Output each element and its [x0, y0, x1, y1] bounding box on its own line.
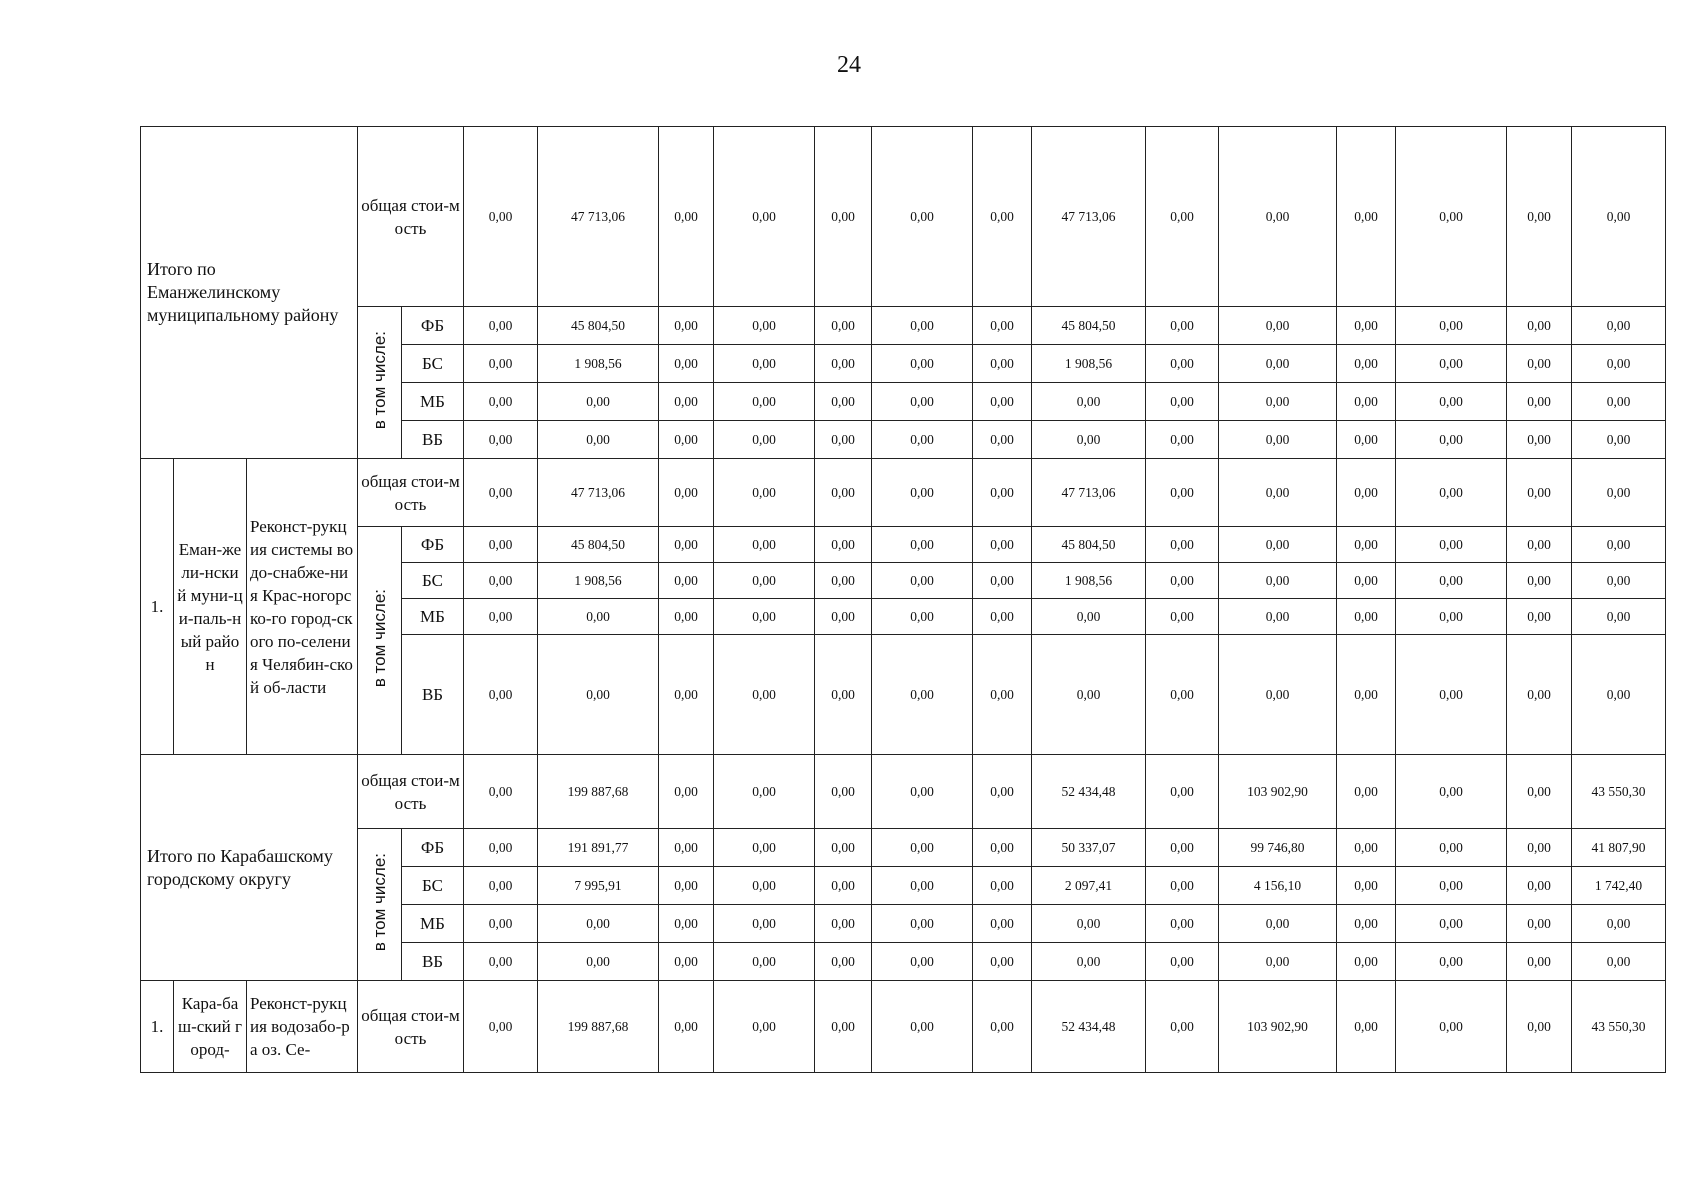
- value-cell: 0,00: [1146, 421, 1219, 459]
- value-cell: 0,00: [1337, 383, 1396, 421]
- value-cell: 103 902,90: [1219, 755, 1337, 829]
- value-cell: 0,00: [1032, 943, 1146, 981]
- value-cell: 0,00: [1032, 421, 1146, 459]
- value-cell: 0,00: [1507, 127, 1572, 307]
- value-cell: 0,00: [1219, 563, 1337, 599]
- value-cell: 0,00: [1032, 383, 1146, 421]
- value-cell: 0,00: [1507, 943, 1572, 981]
- value-cell: 0,00: [1572, 421, 1666, 459]
- value-cell: 0,00: [1507, 981, 1572, 1073]
- in-total-text: в том числе:: [369, 852, 389, 952]
- value-cell: 0,00: [1507, 527, 1572, 563]
- value-cell: 4 156,10: [1219, 867, 1337, 905]
- total-cost-label: общая стои-мость: [358, 981, 464, 1073]
- value-cell: 47 713,06: [538, 127, 659, 307]
- funding-source: ФБ: [402, 527, 464, 563]
- in-total-text: в том числе:: [369, 588, 389, 688]
- value-cell: 0,00: [1396, 867, 1507, 905]
- value-cell: 0,00: [1146, 829, 1219, 867]
- value-cell: 0,00: [1507, 829, 1572, 867]
- value-cell: 0,00: [1219, 345, 1337, 383]
- value-cell: 0,00: [872, 635, 973, 755]
- value-cell: 0,00: [973, 127, 1032, 307]
- value-cell: 0,00: [973, 383, 1032, 421]
- value-cell: 0,00: [872, 755, 973, 829]
- object-name: Реконст-рукция системы водо-снабже-ния Крас-ногорско-го город-ского по-селения Челябин-ской об-ласти: [247, 459, 358, 755]
- value-cell: 0,00: [872, 459, 973, 527]
- value-cell: 0,00: [1572, 527, 1666, 563]
- value-cell: 0,00: [872, 383, 973, 421]
- value-cell: 0,00: [1572, 563, 1666, 599]
- value-cell: 0,00: [1396, 755, 1507, 829]
- value-cell: 0,00: [659, 563, 714, 599]
- value-cell: 0,00: [714, 755, 815, 829]
- value-cell: 0,00: [815, 829, 872, 867]
- value-cell: 1 908,56: [1032, 563, 1146, 599]
- table-row: [141, 755, 1666, 829]
- value-cell: 0,00: [815, 867, 872, 905]
- value-cell: 0,00: [1507, 867, 1572, 905]
- value-cell: 0,00: [815, 905, 872, 943]
- value-cell: 0,00: [659, 527, 714, 563]
- value-cell: 1 908,56: [538, 345, 659, 383]
- value-cell: 0,00: [659, 943, 714, 981]
- value-cell: 0,00: [464, 527, 538, 563]
- value-cell: 0,00: [464, 599, 538, 635]
- value-cell: 0,00: [714, 635, 815, 755]
- value-cell: 0,00: [872, 905, 973, 943]
- value-cell: 45 804,50: [538, 307, 659, 345]
- value-cell: 0,00: [872, 127, 973, 307]
- value-cell: 0,00: [464, 829, 538, 867]
- value-cell: 0,00: [1572, 307, 1666, 345]
- value-cell: 0,00: [1146, 307, 1219, 345]
- value-cell: 199 887,68: [538, 981, 659, 1073]
- funding-source: БС: [402, 867, 464, 905]
- value-cell: 0,00: [1507, 563, 1572, 599]
- value-cell: 0,00: [815, 127, 872, 307]
- value-cell: 0,00: [1396, 563, 1507, 599]
- value-cell: 0,00: [872, 599, 973, 635]
- value-cell: 0,00: [1572, 459, 1666, 527]
- value-cell: 0,00: [464, 127, 538, 307]
- value-cell: 0,00: [1396, 345, 1507, 383]
- value-cell: 0,00: [1146, 383, 1219, 421]
- value-cell: 0,00: [714, 981, 815, 1073]
- value-cell: 0,00: [1396, 905, 1507, 943]
- value-cell: 0,00: [714, 527, 815, 563]
- value-cell: 1 908,56: [538, 563, 659, 599]
- value-cell: 0,00: [538, 943, 659, 981]
- page-number: 24: [837, 52, 861, 78]
- value-cell: 0,00: [815, 459, 872, 527]
- funding-source: ВБ: [402, 421, 464, 459]
- value-cell: 45 804,50: [538, 527, 659, 563]
- row-index: 1.: [141, 459, 174, 755]
- value-cell: 0,00: [872, 563, 973, 599]
- value-cell: 0,00: [1507, 905, 1572, 943]
- value-cell: 0,00: [1146, 943, 1219, 981]
- value-cell: 0,00: [714, 867, 815, 905]
- value-cell: 0,00: [464, 755, 538, 829]
- value-cell: 0,00: [659, 755, 714, 829]
- value-cell: 99 746,80: [1219, 829, 1337, 867]
- value-cell: 0,00: [1032, 599, 1146, 635]
- value-cell: 0,00: [973, 599, 1032, 635]
- value-cell: 0,00: [872, 867, 973, 905]
- value-cell: 0,00: [714, 307, 815, 345]
- funding-source: МБ: [402, 599, 464, 635]
- value-cell: 7 995,91: [538, 867, 659, 905]
- funding-source: МБ: [402, 383, 464, 421]
- value-cell: 0,00: [872, 307, 973, 345]
- value-cell: 0,00: [815, 981, 872, 1073]
- value-cell: 0,00: [659, 635, 714, 755]
- value-cell: 0,00: [1572, 905, 1666, 943]
- table-row: [141, 459, 1666, 527]
- value-cell: 0,00: [714, 599, 815, 635]
- value-cell: 0,00: [815, 755, 872, 829]
- value-cell: 199 887,68: [538, 755, 659, 829]
- value-cell: 0,00: [1507, 421, 1572, 459]
- value-cell: 45 804,50: [1032, 307, 1146, 345]
- value-cell: 0,00: [659, 599, 714, 635]
- value-cell: 0,00: [1219, 635, 1337, 755]
- value-cell: 0,00: [659, 981, 714, 1073]
- value-cell: 0,00: [1507, 459, 1572, 527]
- value-cell: 0,00: [1572, 943, 1666, 981]
- value-cell: 0,00: [714, 905, 815, 943]
- value-cell: 0,00: [1219, 421, 1337, 459]
- value-cell: 0,00: [1219, 127, 1337, 307]
- value-cell: 0,00: [973, 421, 1032, 459]
- value-cell: 0,00: [1337, 345, 1396, 383]
- value-cell: 0,00: [1337, 829, 1396, 867]
- value-cell: 0,00: [464, 905, 538, 943]
- value-cell: 2 097,41: [1032, 867, 1146, 905]
- value-cell: 0,00: [1572, 127, 1666, 307]
- value-cell: 0,00: [1396, 421, 1507, 459]
- value-cell: 0,00: [872, 829, 973, 867]
- table-row: [141, 527, 1666, 563]
- value-cell: 0,00: [1396, 981, 1507, 1073]
- value-cell: 0,00: [538, 599, 659, 635]
- value-cell: 0,00: [659, 867, 714, 905]
- value-cell: 103 902,90: [1219, 981, 1337, 1073]
- value-cell: 0,00: [973, 943, 1032, 981]
- value-cell: 0,00: [1219, 459, 1337, 527]
- value-cell: 0,00: [1219, 307, 1337, 345]
- value-cell: 0,00: [1337, 599, 1396, 635]
- value-cell: 0,00: [714, 383, 815, 421]
- value-cell: 0,00: [1337, 459, 1396, 527]
- funding-source: ВБ: [402, 635, 464, 755]
- value-cell: 0,00: [973, 307, 1032, 345]
- total-title: Итого по Карабашскому городскому округу: [141, 755, 358, 981]
- value-cell: 0,00: [659, 383, 714, 421]
- value-cell: 0,00: [464, 421, 538, 459]
- value-cell: 0,00: [1337, 943, 1396, 981]
- value-cell: 0,00: [659, 459, 714, 527]
- value-cell: 0,00: [973, 981, 1032, 1073]
- value-cell: 0,00: [714, 459, 815, 527]
- value-cell: 0,00: [1507, 635, 1572, 755]
- value-cell: 0,00: [1396, 943, 1507, 981]
- budget-table: [140, 126, 1666, 1073]
- value-cell: 0,00: [659, 345, 714, 383]
- value-cell: 0,00: [815, 421, 872, 459]
- value-cell: 0,00: [1396, 829, 1507, 867]
- value-cell: 0,00: [464, 345, 538, 383]
- value-cell: 0,00: [1032, 635, 1146, 755]
- value-cell: 0,00: [1146, 527, 1219, 563]
- value-cell: 0,00: [1146, 867, 1219, 905]
- value-cell: 0,00: [464, 307, 538, 345]
- value-cell: 0,00: [538, 383, 659, 421]
- total-cost-label: общая стои-мость: [358, 755, 464, 829]
- value-cell: 0,00: [464, 943, 538, 981]
- object-name: Реконст-рукция водозабо-ра оз. Се-: [247, 981, 358, 1073]
- total-title: Итого по Еманжелинскому муниципальному району: [141, 127, 358, 459]
- value-cell: 0,00: [1572, 345, 1666, 383]
- value-cell: 0,00: [1396, 127, 1507, 307]
- value-cell: 0,00: [1337, 563, 1396, 599]
- value-cell: 0,00: [973, 755, 1032, 829]
- value-cell: 0,00: [538, 635, 659, 755]
- value-cell: 0,00: [659, 829, 714, 867]
- value-cell: 0,00: [1507, 345, 1572, 383]
- value-cell: 0,00: [714, 943, 815, 981]
- value-cell: 0,00: [1219, 905, 1337, 943]
- value-cell: 0,00: [1396, 635, 1507, 755]
- value-cell: 0,00: [538, 905, 659, 943]
- value-cell: 191 891,77: [538, 829, 659, 867]
- value-cell: 0,00: [1146, 981, 1219, 1073]
- value-cell: 0,00: [1146, 345, 1219, 383]
- value-cell: 0,00: [1219, 383, 1337, 421]
- value-cell: 0,00: [973, 905, 1032, 943]
- value-cell: 0,00: [973, 635, 1032, 755]
- in-total-label: [358, 307, 402, 459]
- value-cell: 0,00: [1146, 127, 1219, 307]
- value-cell: 0,00: [1337, 755, 1396, 829]
- value-cell: 0,00: [1337, 307, 1396, 345]
- value-cell: 0,00: [538, 421, 659, 459]
- value-cell: 0,00: [1219, 943, 1337, 981]
- value-cell: 0,00: [1337, 635, 1396, 755]
- value-cell: 0,00: [659, 905, 714, 943]
- value-cell: 0,00: [714, 829, 815, 867]
- value-cell: 0,00: [464, 459, 538, 527]
- value-cell: 43 550,30: [1572, 981, 1666, 1073]
- value-cell: 0,00: [872, 943, 973, 981]
- value-cell: 0,00: [973, 345, 1032, 383]
- in-total-label: [358, 527, 402, 755]
- value-cell: 0,00: [973, 459, 1032, 527]
- funding-source: БС: [402, 345, 464, 383]
- value-cell: 50 337,07: [1032, 829, 1146, 867]
- value-cell: 0,00: [464, 383, 538, 421]
- value-cell: 0,00: [815, 307, 872, 345]
- value-cell: 0,00: [1396, 599, 1507, 635]
- value-cell: 0,00: [714, 563, 815, 599]
- funding-source: БС: [402, 563, 464, 599]
- value-cell: 0,00: [1337, 127, 1396, 307]
- table-row: [141, 127, 1666, 307]
- value-cell: 0,00: [1507, 383, 1572, 421]
- value-cell: 0,00: [1396, 307, 1507, 345]
- value-cell: 0,00: [815, 383, 872, 421]
- value-cell: 0,00: [815, 527, 872, 563]
- value-cell: 0,00: [1032, 905, 1146, 943]
- value-cell: 1 742,40: [1572, 867, 1666, 905]
- table-row: [141, 829, 1666, 867]
- value-cell: 0,00: [1572, 599, 1666, 635]
- value-cell: 0,00: [1146, 563, 1219, 599]
- value-cell: 0,00: [1337, 905, 1396, 943]
- value-cell: 0,00: [1219, 527, 1337, 563]
- value-cell: 0,00: [1507, 307, 1572, 345]
- funding-source: МБ: [402, 905, 464, 943]
- value-cell: 0,00: [714, 127, 815, 307]
- value-cell: 0,00: [1146, 905, 1219, 943]
- value-cell: 0,00: [973, 829, 1032, 867]
- value-cell: 47 713,06: [1032, 459, 1146, 527]
- value-cell: 0,00: [815, 635, 872, 755]
- value-cell: 0,00: [1507, 599, 1572, 635]
- value-cell: 47 713,06: [538, 459, 659, 527]
- value-cell: 0,00: [659, 307, 714, 345]
- value-cell: 0,00: [464, 563, 538, 599]
- value-cell: 0,00: [1337, 867, 1396, 905]
- value-cell: 0,00: [1337, 981, 1396, 1073]
- in-total-label: [358, 829, 402, 981]
- value-cell: 43 550,30: [1572, 755, 1666, 829]
- value-cell: 0,00: [1219, 599, 1337, 635]
- value-cell: 0,00: [659, 127, 714, 307]
- value-cell: 0,00: [1572, 383, 1666, 421]
- value-cell: 0,00: [464, 981, 538, 1073]
- value-cell: 0,00: [872, 345, 973, 383]
- value-cell: 0,00: [815, 943, 872, 981]
- value-cell: 0,00: [1572, 635, 1666, 755]
- value-cell: 52 434,48: [1032, 755, 1146, 829]
- value-cell: 0,00: [1146, 755, 1219, 829]
- value-cell: 0,00: [815, 563, 872, 599]
- value-cell: 45 804,50: [1032, 527, 1146, 563]
- municipality-name: Кара-баш-ский г ород-: [174, 981, 247, 1073]
- value-cell: 0,00: [1146, 599, 1219, 635]
- table-row: [141, 307, 1666, 345]
- value-cell: 52 434,48: [1032, 981, 1146, 1073]
- value-cell: 0,00: [464, 635, 538, 755]
- value-cell: 0,00: [1396, 527, 1507, 563]
- value-cell: 41 807,90: [1572, 829, 1666, 867]
- value-cell: 0,00: [1507, 755, 1572, 829]
- value-cell: 1 908,56: [1032, 345, 1146, 383]
- value-cell: 0,00: [659, 421, 714, 459]
- value-cell: 0,00: [1337, 527, 1396, 563]
- funding-source: ВБ: [402, 943, 464, 981]
- row-index: 1.: [141, 981, 174, 1073]
- value-cell: 0,00: [714, 421, 815, 459]
- value-cell: 0,00: [815, 345, 872, 383]
- value-cell: 0,00: [1337, 421, 1396, 459]
- value-cell: 0,00: [1146, 635, 1219, 755]
- value-cell: 0,00: [872, 981, 973, 1073]
- value-cell: 0,00: [872, 421, 973, 459]
- value-cell: 0,00: [464, 867, 538, 905]
- value-cell: 0,00: [973, 527, 1032, 563]
- value-cell: 0,00: [1396, 459, 1507, 527]
- in-total-text: в том числе:: [369, 330, 389, 430]
- value-cell: 0,00: [973, 867, 1032, 905]
- value-cell: 0,00: [815, 599, 872, 635]
- value-cell: 0,00: [714, 345, 815, 383]
- value-cell: 0,00: [1146, 459, 1219, 527]
- total-cost-label: общая стои-мость: [358, 459, 464, 527]
- value-cell: 0,00: [872, 527, 973, 563]
- value-cell: 0,00: [973, 563, 1032, 599]
- total-cost-label: общая стои-мость: [358, 127, 464, 307]
- funding-source: ФБ: [402, 307, 464, 345]
- municipality-name: Еман-жели-нский муни-ци-паль-ный район: [174, 459, 247, 755]
- table-row: [141, 981, 1666, 1073]
- value-cell: 47 713,06: [1032, 127, 1146, 307]
- value-cell: 0,00: [1396, 383, 1507, 421]
- funding-source: ФБ: [402, 829, 464, 867]
